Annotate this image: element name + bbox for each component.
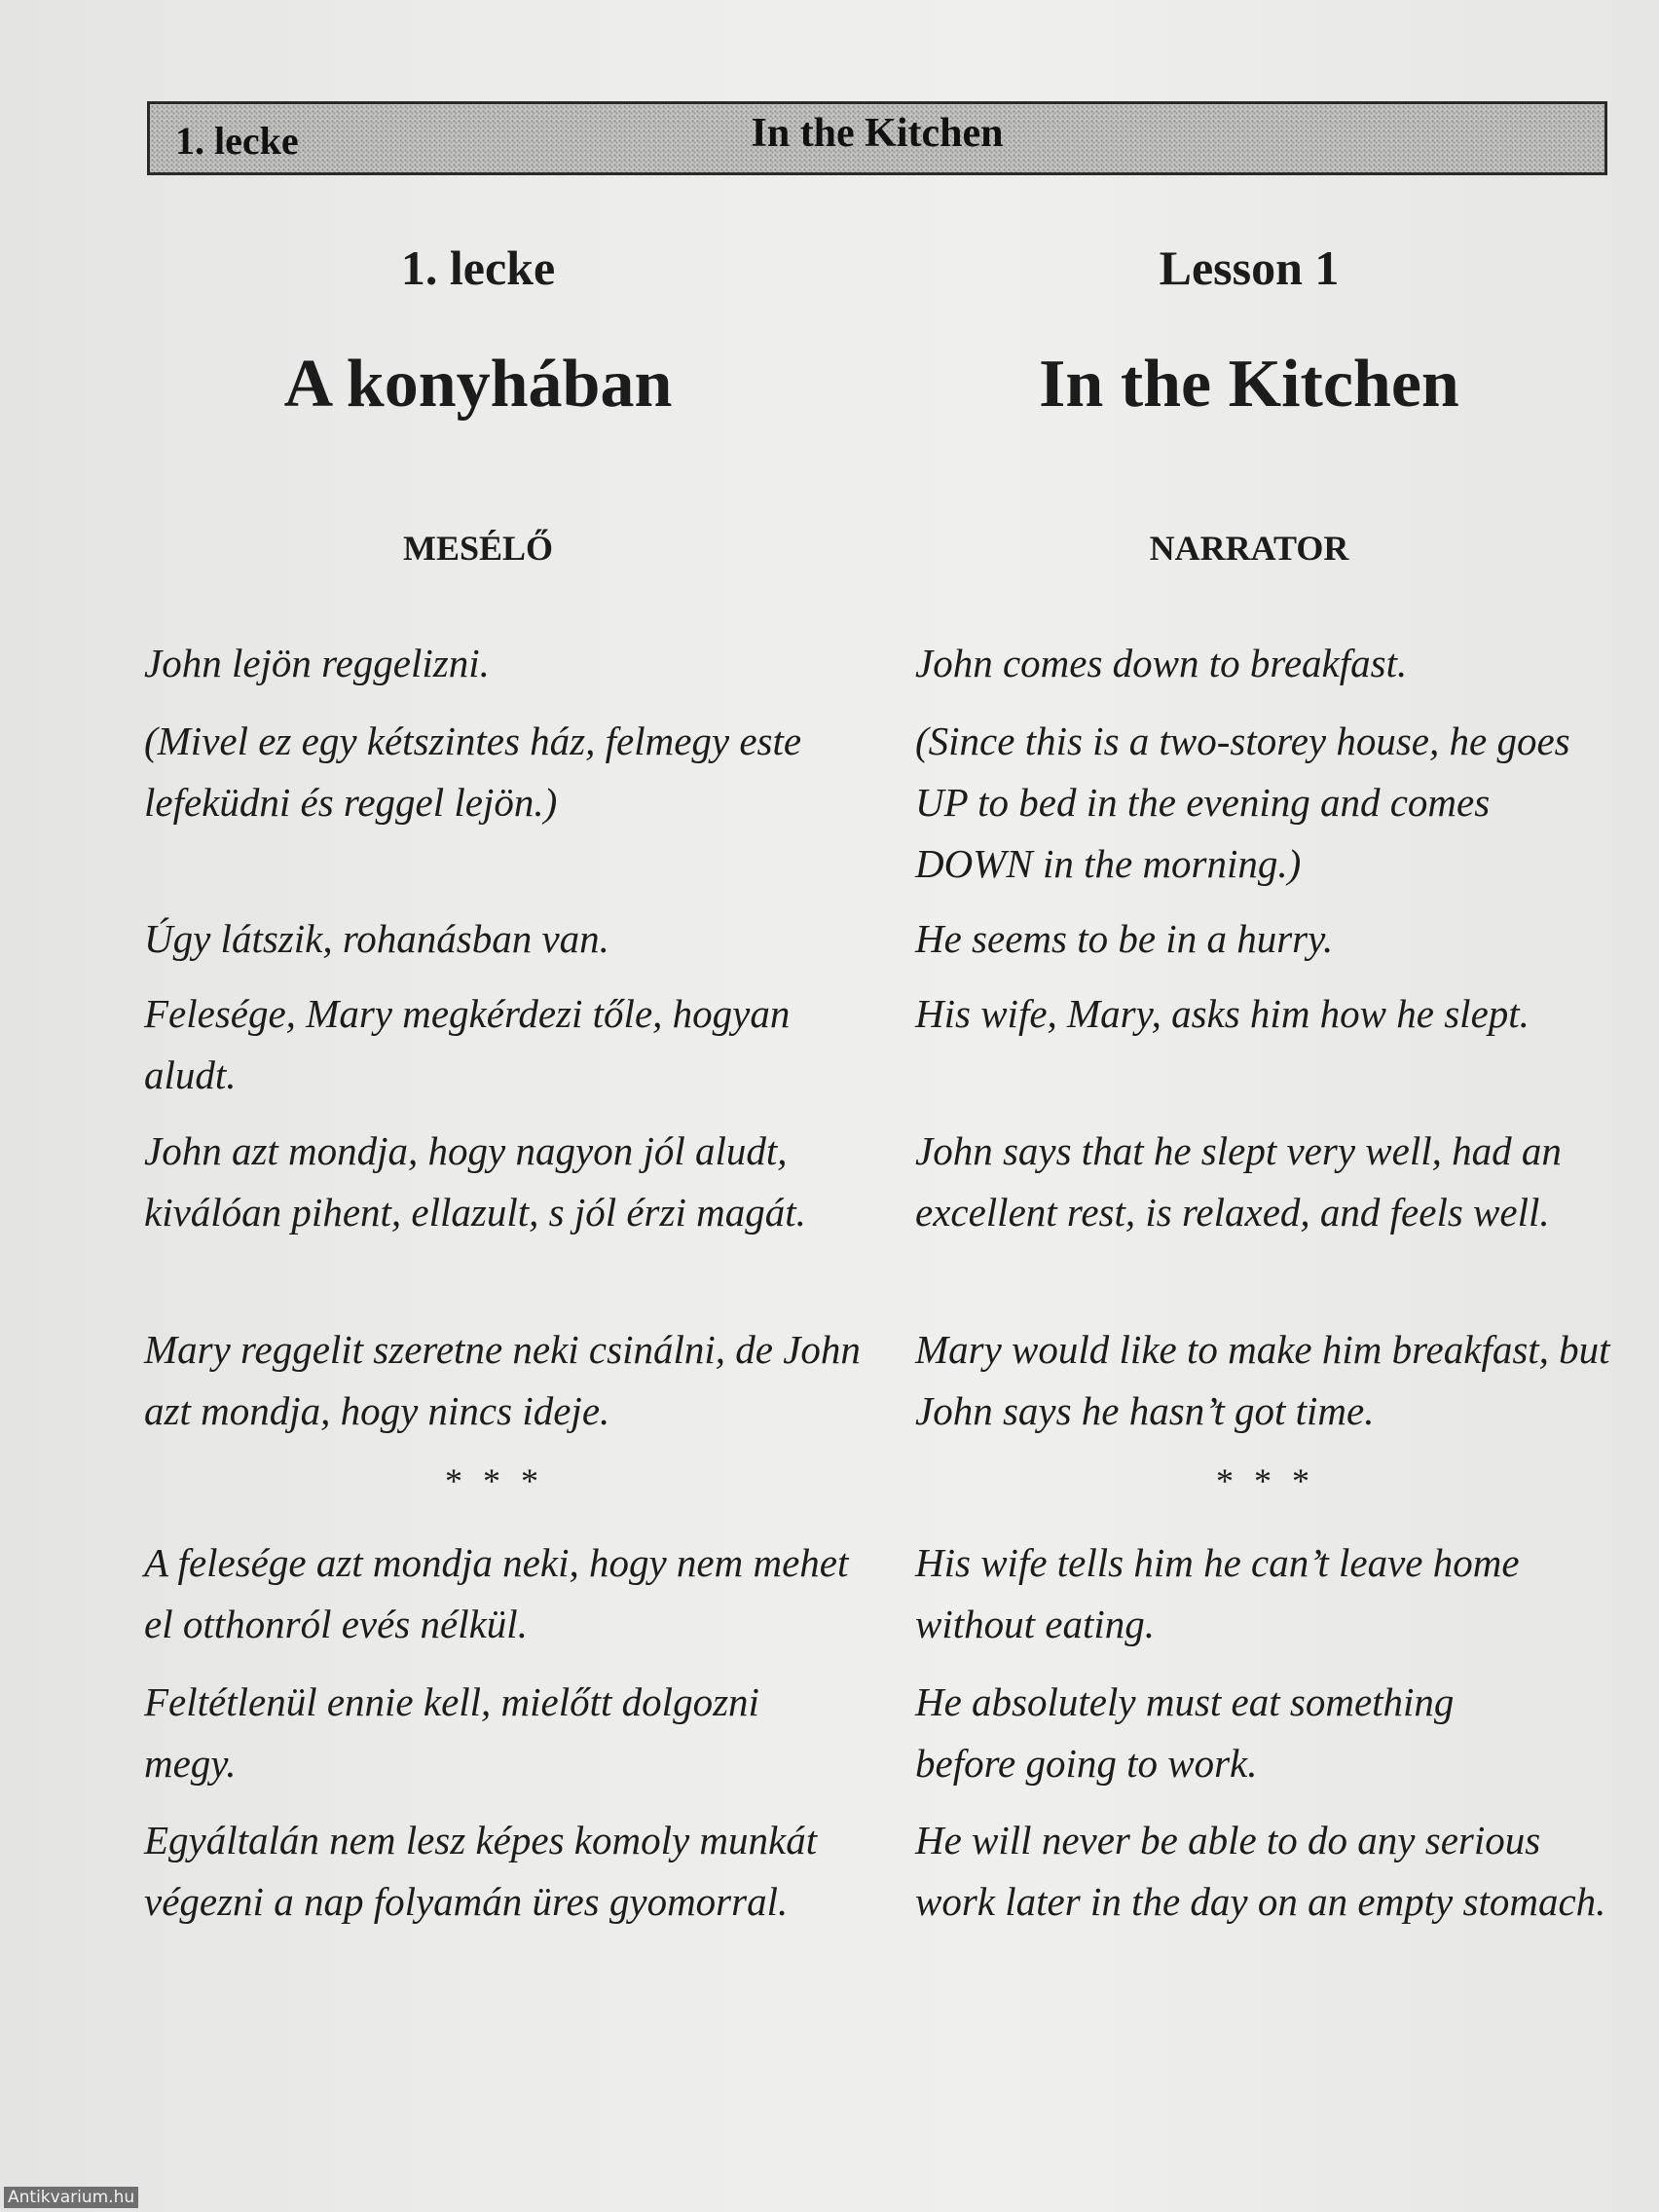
watermark: Antikvarium.hu xyxy=(4,2187,138,2208)
hu-paragraph: Úgy látszik, rohanásban van. xyxy=(144,916,609,961)
header-lesson-label: 1. lecke xyxy=(175,119,299,163)
english-column xyxy=(915,234,1621,575)
hu-paragraph: Feltétlenül ennie kell, mielőtt dolgozni megy. xyxy=(144,1679,759,1786)
header-title: In the Kitchen xyxy=(751,111,1004,156)
running-header xyxy=(147,101,1607,175)
en-paragraph: He seems to be in a hurry. xyxy=(915,916,1334,961)
hu-section-separator: * * * xyxy=(445,1461,544,1500)
hu-paragraph: (Mivel ez egy kétszintes ház, felmegy este lefeküdni és reggel lejön.) xyxy=(144,719,802,825)
en-paragraph: He will never be able to do any serious work later in the day on an empty stomach. xyxy=(915,1818,1606,1924)
en-section-separator: * * * xyxy=(1216,1461,1315,1500)
en-lesson-label: Lesson 1 xyxy=(1159,240,1340,295)
en-paragraph: John comes down to breakfast. xyxy=(915,641,1408,685)
hu-speaker: MESÉLŐ xyxy=(402,529,554,568)
en-paragraph: Mary would like to make him breakfast, but John says he hasn’t got time. xyxy=(915,1327,1610,1433)
hu-paragraph: Egyáltalán nem lesz képes komoly munkát végezni a nap folyamán üres gyomorral. xyxy=(144,1818,818,1924)
en-paragraph: (Since this is a two-storey house, he goes UP to bed in the evening and comes DOWN in the morning.) xyxy=(915,719,1570,886)
hungarian-column xyxy=(144,234,850,575)
hu-paragraph: A felesége azt mondja neki, hogy nem mehet el otthonról evés nélkül. xyxy=(144,1540,849,1646)
hu-paragraph: John lejön reggelizni. xyxy=(144,641,490,685)
en-paragraph: His wife, Mary, asks him how he slept. xyxy=(915,991,1530,1036)
en-paragraph: He absolutely must eat something before going to work. xyxy=(915,1679,1455,1786)
hu-lesson-label: 1. lecke xyxy=(400,240,556,295)
hu-paragraph: Felesége, Mary megkérdezi tőle, hogyan aludt. xyxy=(144,991,791,1097)
hu-paragraph: John azt mondja, hogy nagyon jól aludt, kiválóan pihent, ellazult, s jól érzi magát. xyxy=(144,1128,806,1235)
en-speaker: NARRATOR xyxy=(1149,529,1349,568)
hu-lesson-title: A konyhában xyxy=(283,347,673,422)
en-paragraph: John says that he slept very well, had an excellent rest, is relaxed, and feels well. xyxy=(915,1128,1562,1235)
en-paragraph: His wife tells him he can’t leave home without eating. xyxy=(915,1540,1520,1646)
hu-paragraph: Mary reggelit szeretne neki csinálni, de John azt mondja, hogy nincs ideje. xyxy=(144,1327,861,1433)
en-lesson-title: In the Kitchen xyxy=(1039,347,1459,422)
